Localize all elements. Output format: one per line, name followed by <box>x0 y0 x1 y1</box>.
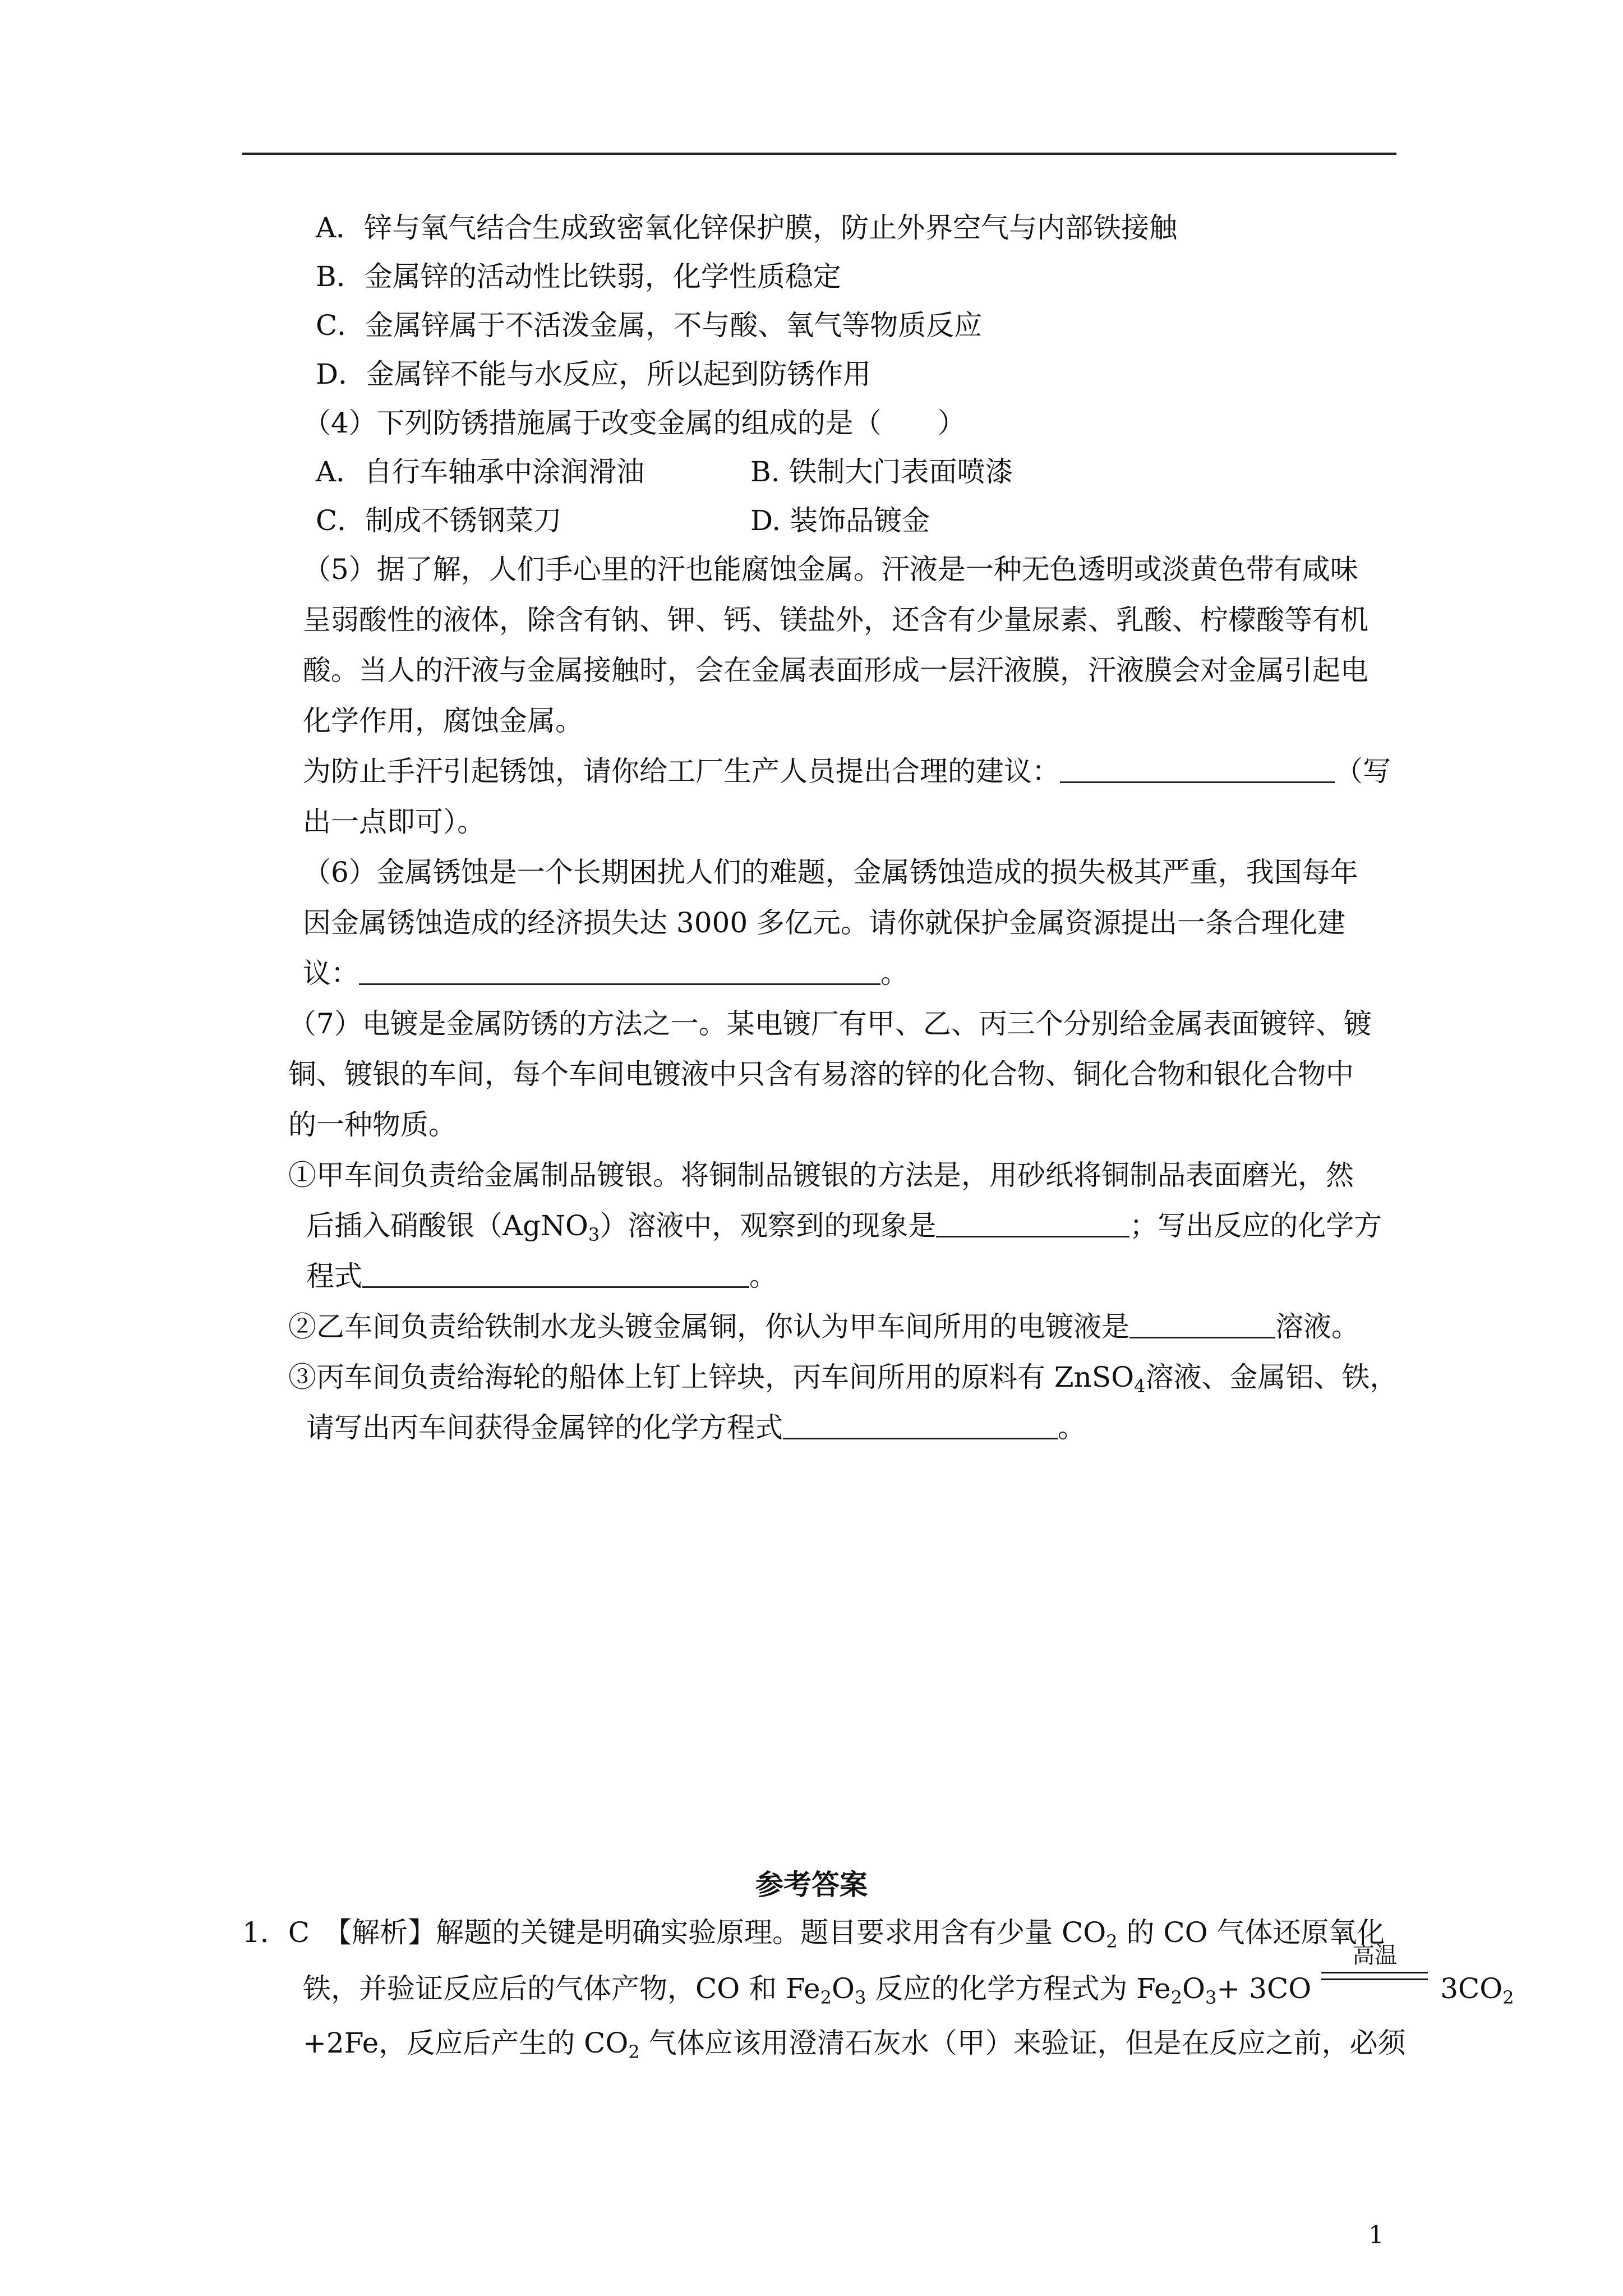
answer-text: 气体应该用澄清石灰水（甲）来验证，但是在反应之前，必须 <box>639 2027 1406 2059</box>
q7-text: ）溶液中，观察到的现象是 <box>600 1209 937 1242</box>
q3-option-a: A．锌与氧气结合生成致密氧化锌保护膜，防止外界空气与内部铁接触 <box>316 211 1178 244</box>
q5-ask <box>303 754 1391 788</box>
q5-line: 化学作用，腐蚀金属。 <box>303 705 583 737</box>
subscript: 2 <box>1170 1987 1183 2008</box>
reaction-condition-label: 高温 <box>1352 1943 1398 1968</box>
header-rule <box>242 153 1396 155</box>
reaction-condition-sign <box>1321 1943 1428 2005</box>
q7-sub1-line <box>306 1259 777 1293</box>
q7-text: 。 <box>749 1260 777 1292</box>
subscript: 2 <box>820 1987 832 2008</box>
answer-blank[interactable] <box>1129 1312 1275 1338</box>
subscript: 4 <box>1134 1375 1146 1397</box>
q4-option-a: A．自行车轴承中涂润滑油 <box>316 455 645 488</box>
answer-text: O <box>1182 1972 1206 2005</box>
q4-option-d: D. 装饰品镀金 <box>750 504 930 537</box>
q6-end: 。 <box>880 957 909 990</box>
q5-line: 呈弱酸性的液体，除含有钠、钾、钙、镁盐外，还含有少量尿素、乳酸、柠檬酸等有机 <box>303 604 1368 636</box>
q6-line: 因金属锈蚀造成的经济损失达 3000 多亿元。请你就保护金属资源提出一条合理化建 <box>303 907 1346 939</box>
subscript: 2 <box>1502 1987 1514 2008</box>
answer-blank[interactable] <box>359 959 880 985</box>
answer-1-line <box>303 2026 1406 2063</box>
subscript: 3 <box>854 1987 866 2008</box>
answer-text: + 3CO <box>1216 1972 1312 2005</box>
q7-text: 溶液、金属铝、铁， <box>1145 1361 1398 1393</box>
answer-text: 3CO <box>1440 1972 1503 2005</box>
q5-line: （5）据了解，人们手心里的汗也能腐蚀金属。汗液是一种无色透明或淡黄色带有咸味 <box>303 553 1358 586</box>
answers-title: 参考答案 <box>755 1868 868 1901</box>
q7-sub1-line: ①甲车间负责给金属制品镀银。将铜制品镀银的方法是，用砂纸将铜制品表面磨光，然 <box>288 1159 1354 1191</box>
q6-ask-text: 议： <box>303 957 359 990</box>
answer-blank[interactable] <box>1060 757 1335 783</box>
subscript: 3 <box>588 1224 600 1245</box>
q6-ask <box>303 956 909 990</box>
q7-text: ③丙车间负责给海轮的船体上钉上锌块，丙车间所用的原料有 ZnSO <box>288 1361 1135 1393</box>
q4-stem: （4）下列防锈措施属于改变金属的组成的是（ ） <box>303 407 966 439</box>
answer-blank[interactable] <box>783 1413 1058 1439</box>
subscript: 2 <box>628 2041 640 2063</box>
q7-text: ；写出反应的化学方 <box>1129 1209 1382 1242</box>
q7-line: （7）电镀是金属防锈的方法之一。某电镀厂有甲、乙、丙三个分别给金属表面镀锌、镀 <box>288 1007 1372 1040</box>
equals-bar <box>1321 1978 1428 1980</box>
answer-text: 反应的化学方程式为 Fe <box>866 1972 1171 2005</box>
answer-blank[interactable] <box>936 1211 1129 1237</box>
subscript: 2 <box>1106 1931 1118 1952</box>
q7-sub3-line <box>306 1411 1086 1444</box>
q3-option-b: B．金属锌的活动性比铁弱，化学性质稳定 <box>316 260 841 293</box>
answer-blank[interactable] <box>362 1262 749 1288</box>
q7-line: 铜、镀银的车间，每个车间电镀液中只含有易溶的锌的化合物、铜化合物和银化合物中 <box>288 1058 1354 1091</box>
subscript: 3 <box>1205 1987 1217 2008</box>
q7-text: 溶液。 <box>1275 1310 1359 1343</box>
q7-text: 后插入硝酸银（AgNO <box>306 1209 588 1242</box>
q4-option-c: C．制成不锈钢菜刀 <box>316 504 562 537</box>
q7-text: 请写出丙车间获得金属锌的化学方程式 <box>306 1411 783 1444</box>
q7-text: ②乙车间负责给铁制水龙头镀金属铜，你认为甲车间所用的电镀液是 <box>288 1310 1129 1343</box>
q5-ask-end: 出一点即可）。 <box>303 806 485 838</box>
answer-text: 铁，并验证反应后的气体产物，CO 和 Fe <box>303 1972 820 2005</box>
q7-sub2-line <box>288 1310 1359 1343</box>
answer-text: +2Fe，反应后产生的 CO <box>303 2027 629 2059</box>
equals-bar <box>1321 1972 1428 1973</box>
answer-1-line <box>242 1916 1385 1952</box>
q7-line: 的一种物质。 <box>288 1108 457 1141</box>
q5-line: 酸。当人的汗液与金属接触时，会在金属表面形成一层汗液膜，汗液膜会对金属引起电 <box>303 654 1368 687</box>
q7-sub1-line <box>306 1209 1382 1243</box>
q5-ask-text: 为防止手汗引起锈蚀，请你给工厂生产人员提出合理的建议： <box>303 755 1060 788</box>
q4-option-b: B. 铁制大门表面喷漆 <box>750 455 1013 488</box>
answer-1-line <box>303 1943 1514 2008</box>
q7-text: 程式 <box>306 1260 362 1292</box>
page-number: 1 <box>1368 2221 1384 2249</box>
q5-ask-tail: （写 <box>1335 755 1391 788</box>
q6-line: （6）金属锈蚀是一个长期困扰人们的难题，金属锈蚀造成的损失极其严重，我国每年 <box>303 856 1358 889</box>
q3-option-d: D．金属锌不能与水反应，所以起到防锈作用 <box>316 358 872 390</box>
q7-text: 。 <box>1058 1411 1086 1444</box>
q3-option-c: C．金属锌属于不活泼金属，不与酸、氧气等物质反应 <box>316 309 983 342</box>
answer-text: 的 CO 气体还原氧化 <box>1117 1916 1385 1949</box>
answer-text: O <box>831 1972 855 2005</box>
answer-text: 1．C 【解析】解题的关键是明确实验原理。题目要求用含有少量 CO <box>242 1916 1106 1949</box>
q7-sub3-line <box>288 1360 1398 1397</box>
